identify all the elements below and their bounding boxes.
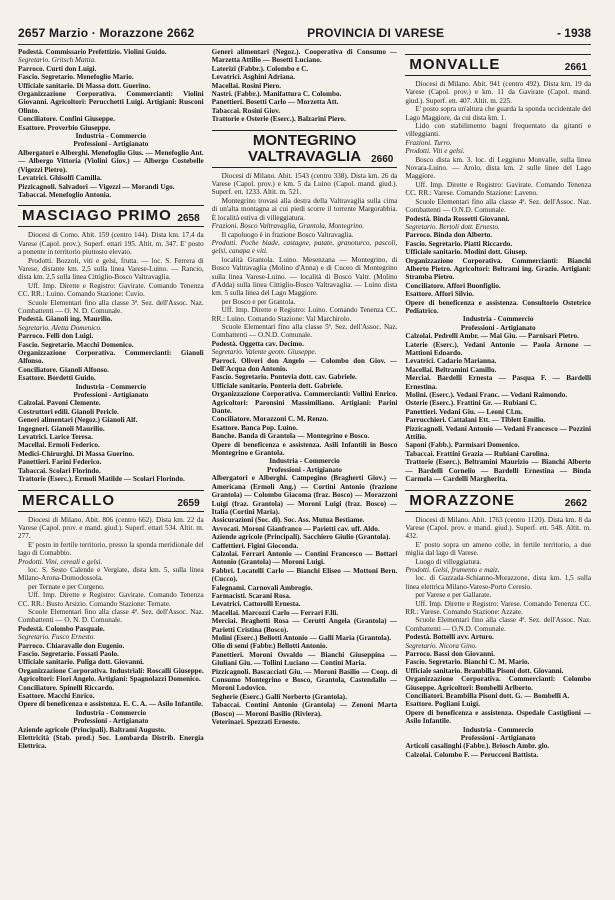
entry-text: Organizzazione Corporativa. Commercianti: Violini Giovanni. Agricoltori: Perucchetti Luigi. Artigiani: Rusconi Olinto. xyxy=(18,90,204,115)
entry-text: Organizzazione Corporativa. Commercianti: Bianchi Alberto Pietro. Agricoltori: Beltrami ing. Grazio. Artigiani: Stramba Pietro. xyxy=(405,256,592,282)
header-year: - 1938 xyxy=(556,26,591,40)
column-left xyxy=(18,48,204,890)
section-heading: Industria - Commercio xyxy=(462,725,534,734)
entry-text: Elettricità (Stab. prod.) Soc. Lombarda Distrib. Energia Elettrica. xyxy=(18,734,204,751)
entry-text: Esattore. Macchi Enrico. xyxy=(18,692,95,701)
text-columns xyxy=(18,48,591,890)
town-name: MASCIAGO PRIMO xyxy=(22,207,172,225)
entry-text: E' posto sopra un'altura che guarda la sponda occidentale del Lago Maggiore, da cui dista km. 1. xyxy=(405,105,592,122)
entry-text: Assicurazioni (Soc. di). Soc. Ass. Mutua Bestiame. xyxy=(211,516,365,525)
town-number: 2659 xyxy=(177,497,200,509)
entry-text: Macellai. Marcozzi Carlo — Ferrari F.lli. xyxy=(211,608,339,617)
entry-text: Parrucchieri. Cattalani Ett. — Tiblett Emilio. xyxy=(405,416,546,425)
entry-text: Calzolai. Pavoni Clemente. xyxy=(18,399,101,408)
entry-text: Segretario. Bertoli dott. Ernesto. xyxy=(405,222,500,231)
entry-text: Podestà. Colombo Pasquale. xyxy=(18,624,105,633)
entry-text: Olio di semi (Fabbr.) Bellotti Antonio. xyxy=(211,642,328,651)
entry-text: Esattore. Affori Silvio. xyxy=(405,290,474,299)
entry-text: Organizzazione Corporativa. Commercianti: Vollini Enrico. Agricoltori: Paronsini Massimiliano. Artigiani: Parini Dante. xyxy=(211,390,398,416)
town-name: MORAZZONE xyxy=(409,491,516,509)
entry-text: Trattorie e Osterie (Eserc.). Balzarini Piero. xyxy=(211,115,346,124)
entry-text: Tabaccai. Scolari Florindo. xyxy=(18,466,101,475)
entry-text: Trattorie (Eserc.). Beltramini Maurizio — Bianchi Alberto — Bardelli Cornelio — Bardelli Ernestina — Binda Carmela — Cardelli Margherita. xyxy=(405,458,592,484)
town-number: 2660 xyxy=(371,153,394,165)
section-heading: Professioni - Artigianato xyxy=(73,717,149,726)
entry-text: Macellai. Rosini Piero. xyxy=(211,81,282,90)
entry-text: Opere di beneficenza e assistenza. Consultorio Ostetrico Pediatrico. xyxy=(405,298,592,315)
entry-text: Levatrici. Cattorolli Ernesta. xyxy=(211,600,301,609)
entry-text: Merciai. Bardelli Ernesta — Pasqua F. — Bardelli Ernestina. xyxy=(405,374,592,391)
entry-text: Diocesi di Como. Abit. 159 (centro 144). Dista km. 17,4 da Varese (Capol. prov.). Superf. ettari 195. Altit. m. 347. E' posto a ponente in territorio piuttosto elevato. xyxy=(18,231,204,257)
column-middle xyxy=(212,48,398,890)
entry-text: Uff. Imp. Dirette e Registro: Gavirate. Comando Tenenza CC. RR.: Luino. Comando Stazione: Cuvio. xyxy=(18,281,204,299)
entry-text: Segretario. Nicora Gino. xyxy=(405,641,477,650)
entry-text: Panettieri. Bosetti Carlo — Morzetta Att. xyxy=(211,98,339,107)
entry-text: Organizzazione Corporativa. Industriali: Roscalli Giuseppe. Agricoltori: Fiori Angelo. Artigiani: Spagnolazzi Domenico. xyxy=(18,666,204,684)
entry-text: Organizzazione Corporativa. Commercianti: Gianoli Alfonso. xyxy=(18,349,204,366)
town-heading xyxy=(18,205,204,227)
entry-text: Esattore. Banca Pop. Luino. xyxy=(211,423,298,432)
entry-text: Podestà. Commissario Prefettizio. Violini Guido. xyxy=(18,48,167,56)
entry-text: Macellai. Ermoli Federico. xyxy=(18,441,100,450)
entry-text: Frazioni. Turro. xyxy=(405,138,452,147)
entry-text: Articoli casalinghi (Fabbr.). Briosch Ambr. glo. xyxy=(405,742,550,751)
town-number: 2661 xyxy=(564,62,588,73)
entry-text: Pizzicagnoli. Vedani Antonio — Vedani Francesco — Pozzini Attilio. xyxy=(405,424,592,442)
section-heading: Professioni - Artigianato xyxy=(73,391,149,400)
town-heading xyxy=(212,130,398,168)
entry-text: Il capoluogo è in frazione Bosco Valtravaglia. xyxy=(221,230,354,239)
entry-text: Calzolai. Ferrari Antonio — Contini Francesco — Bottari Antonio (Grantola) — Moroni Luigi. xyxy=(211,549,398,567)
entry-text: Ingegneri. Gianoli Maurilio. xyxy=(18,424,105,433)
entry-text: Costruttori edili. Gianoli Pericle. xyxy=(18,407,119,416)
entry-text: Generi alimentari (Negoz.) Gianoli Alf. xyxy=(18,416,138,425)
entry-text: Parroci. Oliveri don Angelo — Colombo don Giov. — Dell'Acqua don Antonio. xyxy=(211,356,398,373)
entry-text: Lido con stabilimento bagni frequentato da gitanti e villeggianti. xyxy=(405,122,592,139)
entry-text: Parroco. Bassi don Giovanni. xyxy=(405,650,495,658)
entry-text: Opere di beneficenza e assistenza. E. C. A. — Asilo Infantile. xyxy=(18,700,203,709)
entry-text: Frazioni. Bosco Valtravaglia, Grantola, Montegrino. xyxy=(211,222,365,231)
entry-text: Ufficiale sanitario. Puliga dott. Giovanni. xyxy=(18,658,144,667)
entry-text: Scuole Elementari fino alla classe 4ª. Sez. dell'Assoc. Naz. Combattenti — O. N. D. Comunale. xyxy=(18,607,204,625)
entry-text: Tabaccai. Rosini Giov. xyxy=(211,106,281,115)
entry-text: per Ternate e per Corgeno. xyxy=(28,582,105,591)
entry-text: per Varese e per Gallarate. xyxy=(415,591,492,600)
entry-text: Parroco. Curti don Luigi. xyxy=(18,64,97,73)
entry-text: Podestà. Oggetta cav. Decimo. xyxy=(211,339,304,348)
entry-text: Prodotti. Bozzoli, viti e gelsi, frutta. — loc. S. Ferrera di Varese, distante km. 2,5 sulla linea Varese-Luino. — Rancio, dista km. 2,5 sulla linea Cittiglio-Bosco Valtravaglia. xyxy=(18,256,204,282)
entry-text: Fascio. Segretario. Macchi Domenico. xyxy=(18,340,134,349)
entry-text: Esattore. Proverbio Giuseppe. xyxy=(18,123,111,132)
entry-text: Laterie (Eserc.). Vedani Antonio — Paola Arnone — Mattioni Edoardo. xyxy=(405,340,592,357)
entry-text: Aziende agricole (Principali). Baltrami Augusto. xyxy=(18,725,166,734)
entry-text: Conciliatore. Spinelli Riccardo. xyxy=(18,683,115,692)
entry-text: Saponi (Fabb.). Parmisari Domenico. xyxy=(405,441,520,450)
section-heading: Industria - Commercio xyxy=(75,708,147,717)
entry-text: Veterinari. Spezzati Ernesto. xyxy=(211,718,300,727)
entry-text: Parroco. Felli don Luigi. xyxy=(18,332,94,341)
entry-text: Merciai. Braghetti Rosa — Cerutti Angela (Grantola) — Parietti Cristina (Bosco). xyxy=(211,617,398,634)
entry-text: Opere di beneficenza e assistenza. Ospedale Castiglioni — Asilo Infantile. xyxy=(405,708,592,726)
entry-text: Levatrici. Ghisolfi Camilla. xyxy=(18,174,102,183)
entry-text: Medici-Chirurghi. Di Massa Guerino. xyxy=(18,449,134,458)
entry-text: Levatrici. Cadario Marianna. xyxy=(405,357,497,366)
entry-text: Esattore. Bordetti Guido. xyxy=(18,374,96,383)
entry-text: Podestà. Bottelli avv. Arturo. xyxy=(405,633,494,642)
entry-text: E' posto in fertile territorio, presso la sponda meridionale del lago di Comabbio. xyxy=(18,540,204,558)
entry-text: Uff. Imp. Dirette e Registro: Gavirate. Comando Tenenza CC. RR.: Busto Arsizio. Comando Stazione: Ternate. xyxy=(18,591,204,608)
entry-text: Nastri. (Fabbr.). Manifattura C. Colombo. xyxy=(211,90,342,99)
entry-text: Fascio. Segretario. Bianchi C. M. Mario. xyxy=(405,658,530,667)
entry-text: Fabbri. Locatelli Carlo — Bianchi Eliseo — Mottoni Bern. (Cucco). xyxy=(211,566,398,584)
entry-text: Diocesi di Milano. Abit. 941 (centro 492). Dista km. 19 da Varese (Capol. prov.) e km. 11 da Gavirate (Capol. mand. giud.). Superf. ett. 407. Altit. m. 225. xyxy=(405,80,592,105)
entry-text: Albergatori e Alberghi. Campegino (Bragherti Giov.) — Americana (Ermoli Ang.) — Cortini Antonio (frazione Grantola) — Colombo Giacoma (fraz. Bosco) — Morazzoni Luigi (fraz. Grantola) — Moroni Luigi (fraz. Bosco) — Italia (Cortini Maria). xyxy=(211,474,398,516)
entry-text: Ufficiale sanitario. Modini dott. Giusep. xyxy=(405,248,528,257)
section-heading: Professioni - Artigianato xyxy=(460,323,536,332)
entry-text: Tabaccai. Frattini Grazia — Rubiani Carolina. xyxy=(405,449,550,458)
entry-text: Conciliatore. Gianoli Alfonso. xyxy=(18,365,109,374)
entry-text: Scuole Elementari fino alla classe 3ª. Sez. dell'Assoc. Naz. Combattenti — O. N. D. Comunale. xyxy=(18,298,204,315)
section-heading: Industria - Commercio xyxy=(462,315,534,324)
entry-text: Pizzicagnoli. Salvadori — Vigezzi — Morandi Ugo. xyxy=(18,182,175,191)
entry-text: Fascio. Segretario. Piatti Riccardo. xyxy=(405,239,513,248)
entry-text: Calzolai. Colombo F. — Perucconi Battista. xyxy=(405,750,539,759)
entry-text: Fascio. Segretario. Pontevia dott. cav. Gabriele. xyxy=(211,373,357,382)
entry-text: Albergatori e Alberghi. Menefoglio Gius. — Menefoglio Ant. — Albergo Vittoria (Violini Giov.) — Albergo Costebelle (Vigezzi Pietro). xyxy=(18,148,204,174)
page-header xyxy=(18,26,591,45)
entry-text: Organizzazione Corporativa. Commercianti: Colombo Giuseppe. Agricoltori: Bombelli Arlberto. xyxy=(405,675,592,692)
entry-text: Uff. Imp. Dirette e Registro: Varese. Comando Tenenza CC. RR.: Varese. Comando Stazione: Azzate. xyxy=(405,599,592,616)
entry-text: Macellai. Beltramini Camillo. xyxy=(405,365,497,374)
entry-text: Ufficiale sanitario. Di Massa dott. Guerino. xyxy=(18,81,151,90)
entry-text: Conciliatori. Brambilla Pisoni dott. G. — Bombelli A. xyxy=(405,692,570,701)
entry-text: Diocesi di Milano. Abit. 1763 (centro 1120). Dista km. 8 da Varese (Capol. prov. e mand. giud.). Superf. ett. 548. Altit. m. 432. xyxy=(405,515,592,541)
entry-text: Panettieri. Vedani Giu. — Leoni Cl.m. xyxy=(405,407,523,416)
header-province-title: PROVINCIA DI VARESE xyxy=(307,26,445,40)
column-right xyxy=(405,48,591,890)
entry-text: Fascio. Segretario. Menefoglio Mario. xyxy=(18,73,134,82)
section-heading: Industria - Commercio xyxy=(75,382,147,391)
entry-text: Generi alimentari (Negoz.). Cooperativa di Consumo — Marzetta Attilio — Bosetti Luciano. xyxy=(211,48,398,65)
entry-text: Segretario. Valente geom. Giuseppe. xyxy=(211,348,317,357)
entry-text: per Bosco e per Grantola. xyxy=(221,297,296,306)
entry-text: Parroco. Chiaravalle don Eugenio. xyxy=(18,641,125,650)
town-number: 2658 xyxy=(177,213,200,225)
entry-text: Banche. Banda di Grantola — Montegrino e Bosco. xyxy=(211,432,370,441)
entry-text: Caffettieri. Figini Gioconda. xyxy=(211,541,299,550)
entry-text: Bosco dista km. 3. loc. di Leggiuno Monvalle, sulla linea Novara-Luino. — Arolo, dista km. 2 sulle linee del Lago Maggiore. xyxy=(405,155,592,181)
town-heading xyxy=(405,54,591,76)
entry-text: Diocesi di Milano. Abit. 1543 (centro 338). Dista km. 26 da Varese (Capol. prov.) e km. 5 da Luino (Capol. mand. giud.). Superf. ett. 1233. Altit. m. 521. xyxy=(211,171,398,197)
section-heading: Professioni - Artigianato xyxy=(267,465,342,474)
entry-text: Scuole Elementari fino alla classe 5ª. Sez. dell'Assoc. Naz. Combattenti — O.N.D. Comunale. xyxy=(211,322,398,340)
entry-text: Molini. (Eserc.). Vedani Franc. — Vedani Raimondo. xyxy=(405,391,568,400)
entry-text: Farmacisti. Scarani Rosa. xyxy=(211,591,291,600)
entry-text: Segherie (Eserc.) Galli Norberto (Grantola). xyxy=(211,692,347,701)
entry-text: Segretario. Aletta Domenico. xyxy=(18,323,102,332)
entry-text: Podestà. Gianoli ing. Maurilio. xyxy=(18,315,113,324)
entry-text: E' posto sopra un ameno colle, in fertile territorio, a due miglia dal lago di Varese. xyxy=(405,540,592,558)
entry-text: loc. di Gazzada-Schianno-Morazzone, dista km. 1,5 sulla linea elettrica Milano-Varese-Porto Ceresio. xyxy=(405,574,592,591)
town-heading xyxy=(18,490,204,512)
town-name: MERCALLO xyxy=(22,491,115,509)
entry-text: Segretario. Fusco Ernesto. xyxy=(18,633,96,642)
entry-text: Prodotti. Gelsi, frumento e maiz. xyxy=(405,565,500,574)
entry-text: Panettieri. Farini Federico. xyxy=(18,458,102,467)
entry-text: Prodotti. Viti e gelsi. xyxy=(405,147,465,156)
entry-text: Levatrici. Larice Teresa. xyxy=(18,433,93,442)
entry-text: Calzolai. Pedrelli Ambr. — Mai Giu. — Parnisari Pietro. xyxy=(405,332,579,341)
entry-text: Uff. Imp. Dirette e Registro: Gavirate. Comando Tenenza CC. RR.: Varese. Comando Stazione: Laveno. xyxy=(405,180,592,198)
entry-text: Prodotti. Vini, cereali e gelsi. xyxy=(18,557,103,566)
entry-text: Esattore. Pogliani Luigi. xyxy=(405,700,480,709)
entry-text: Fascio. Segretario. Fossati Paolo. xyxy=(18,650,119,658)
entry-text: località Grantola. Luino. Mesenzana — Montegrino, di Bosco Valtravaglia (Molino d'Anna) e di Cuceo di Montegrino sulla linea Varese-Luino. — località di Bosco Valtr. (Molino d'Adda) sulla linea Cittiglio-Bosco Valtravaglia. — Luino dista km. 5 sulla linea del Lago Maggiore. xyxy=(211,255,398,298)
entry-text: Levatrici. Asghini Adriana. xyxy=(211,73,296,82)
section-heading: Professioni - Artigianato xyxy=(73,140,149,149)
entry-text: Aziende agricole (Principali). Sacchiero Giulio (Grantola). xyxy=(211,533,391,542)
town-heading xyxy=(405,490,591,512)
entry-text: Scuole Elementari fino alla classe 4ª. Sez. dell'Assoc. Naz. Combattenti — O.N.D. Comunale. xyxy=(405,197,592,215)
entry-text: Podestà. Binda Rossetti Giovanni. xyxy=(405,214,510,223)
entry-text: Prodotti. Poche biade, castagne, patate, granoturco, pascoli, gelsi, canapa e viti. xyxy=(211,238,398,256)
entry-text: Panettieri. Moroni Osvaldo — Bianchi Giuseppina — Giuliani Giu. — Tollini Luciano — Contini Maria. xyxy=(211,650,398,668)
entry-text: Osterie (Eserc.). Frattini Gr. — Rubiani C. xyxy=(405,399,537,408)
town-number: 2662 xyxy=(564,497,588,509)
section-heading: Industria - Commercio xyxy=(75,132,147,141)
entry-text: Uff. Imp. Dirette e Registro: Luino. Comando Tenenza CC. RR.: Luino. Comando Stazione: Val Marchirolo. xyxy=(211,306,398,323)
entry-text: Conciliatore. Morazzoni C. M. Renzo. xyxy=(211,415,329,424)
entry-text: Luogo di villeggiatura. xyxy=(415,557,482,566)
entry-text: Segretario. Gritsch Mattia. xyxy=(18,56,96,65)
entry-text: Molini (Eserc.) Bellotti Antonio — Galli Maria (Grantola). xyxy=(211,634,392,642)
entry-text: Ufficiale sanitario. Brambilla Pisoni dott. Giovanni. xyxy=(405,666,564,675)
entry-text: Trattorie (Eserc.). Ermoli Matilde — Scolari Florindo. xyxy=(18,475,185,484)
entry-text: Parroco. Binda don Alberto. xyxy=(405,231,493,240)
entry-text: Pizzicagnoli. Bascacciati Giu. — Moroni Basilio — Coop. di Consumo Montegrino e Bosco, Grantola, Castendallo — Moroni Lodovico. xyxy=(211,667,398,693)
entry-text: Diocesi di Milano. Abit. 806 (centro 662). Dista km. 22 da Varese (Capol. prov. e mand. giud.). Superf. ettari 534. Altit. m. 277. xyxy=(18,515,204,541)
entry-text: Conciliatore. Affori Buonfiglio. xyxy=(405,281,501,290)
entry-text: Montegrino trovasi alla destra della Valtravaglia sulla cima di un'alta montagna ai cui piedi scorre il torrente Margorabbia. È località estiva di villeggiatura. xyxy=(211,196,398,222)
entry-text: Laterizi (Fabbr.). Colombo e C. xyxy=(211,64,309,73)
entry-text: Tabaccai. Menefoglio Antonia. xyxy=(18,190,112,199)
town-name: MONVALLE xyxy=(409,56,501,73)
section-heading: Professioni - Artigianato xyxy=(460,734,536,743)
entry-text: Ufficiale sanitario. Ponteria dott. Gabriele. xyxy=(211,381,343,390)
entry-text: Avvocati. Moroni Gianfranco — Parietti cav. uff. Aldo. xyxy=(211,524,380,533)
entry-text: Falegnami. Carnovali Ambrogio. xyxy=(211,583,313,592)
entry-text: Opere di beneficenza e assistenza. Asili Infantili in Bosco Montegrino e Grantola. xyxy=(211,440,398,458)
entry-text: Conciliatore. Confini Giuseppe. xyxy=(18,115,115,124)
section-heading: Industria - Commercio xyxy=(269,457,340,466)
town-name: MONTEGRINO VALTRAVAGLIA xyxy=(247,131,362,165)
entry-text: Tabaccai. Contini Antonio (Grantola) — Zenoni Marta (Bosco) — Moroni Basilio (Riviera). xyxy=(211,701,398,718)
header-page-range: 2657 Marzio · Morazzone 2662 xyxy=(18,26,195,40)
entry-text: Scuole Elementari fino alla classe 4ª. Sez. dell'Assoc. Naz. Combattenti — O.N.D. Comunale. xyxy=(405,616,592,633)
entry-text: loc. S. Sesto Calende e Vergiate, dista km. 5, sulla linea Milano-Arona-Domodossola. xyxy=(18,565,204,583)
